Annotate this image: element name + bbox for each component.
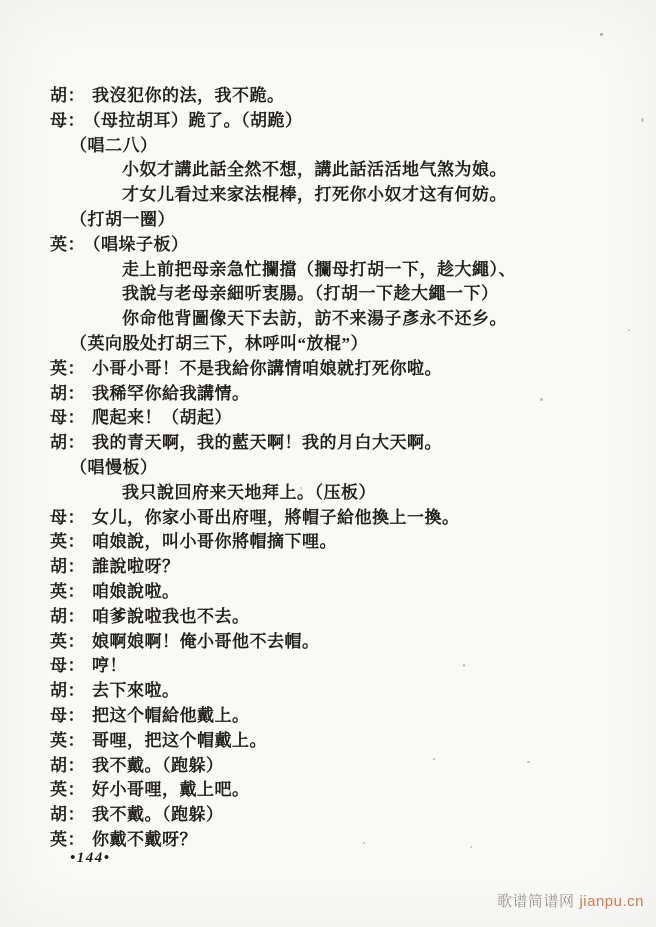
line-text: （英向股处打胡三下，林呼叫“放棍”） [70,333,368,353]
line-text: 我說与老母亲細听衷腸。（打胡一下趁大繩一下） [122,284,499,304]
scan-speck [470,846,472,848]
speaker-label: 英： [50,730,85,750]
line-text: 娘啊娘啊！俺小哥他不去帽。 [92,631,320,651]
line-text: 爬起来！（胡起） [92,408,232,428]
line-text: 我不戴。（跑躲） [92,805,224,825]
line-text: 誰說啦呀？ [92,557,180,577]
line-text: 咱爹說啦我也不去。 [92,606,250,626]
scan-speck [641,118,644,122]
speaker-label: 胡： [50,755,85,775]
speaker-label: 英： [50,780,85,800]
script-line [0,754,656,779]
script-line [0,332,656,357]
script-line [0,778,656,803]
script-lines [0,84,656,853]
line-text: （打胡一圈） [70,209,175,229]
speaker-label: 母： [50,408,85,428]
script-line [0,580,656,605]
script-line [0,233,656,258]
line-text: 我不戴。（跑躲） [92,755,224,775]
speaker-label: 母： [50,110,85,130]
speaker-label: 母： [50,507,85,527]
script-line [0,828,656,853]
line-text: 我沒犯你的法，我不跪。 [92,86,285,105]
line-text: （唱垛子板） [92,234,189,254]
scan-speck [363,842,365,844]
script-line [0,456,656,481]
script-line [0,481,656,506]
page-number: •144• [70,850,111,866]
script-line [0,729,656,754]
watermark [497,890,644,911]
line-text: 我的青天啊，我的藍天啊！我的月白大天啊。 [92,433,442,453]
line-text: 咱娘說，叫小哥你將帽摘下哩。 [92,532,337,552]
line-text: 哼！ [92,656,127,676]
scan-speck [300,487,302,489]
line-text: 哥哩，把这个帽戴上。 [92,730,267,750]
script-line [0,704,656,729]
speaker-label: 英： [50,581,85,601]
scan-speck [628,329,630,331]
script-line [0,679,656,704]
line-text: 走上前把母亲急忙攔擋（攔母打胡一下，趁大繩）、 [122,259,516,279]
script-line [0,109,656,134]
script-line [0,84,656,109]
speaker-label: 英： [50,829,85,849]
scan-speck [463,664,465,667]
speaker-label: 胡： [50,86,85,105]
script-line [0,134,656,159]
script-line [0,357,656,382]
line-text: 你命他背圖像天下去訪，訪不来湯子彥永不还乡。 [122,309,507,329]
watermark-site-name: 歌谱简谱网 [496,893,575,910]
line-text: （唱慢板） [70,457,158,477]
scan-speck [600,33,603,36]
speaker-label: 胡： [50,606,85,626]
speaker-label: 胡： [50,681,85,701]
script-line [0,530,656,555]
script-line [0,654,656,679]
line-text: 把这个帽給他戴上。 [92,705,250,725]
line-text: 才女儿看过来家法棍棒，打死你小奴才这有何妨。 [122,185,507,205]
speaker-label: 胡： [50,433,85,453]
script-line [0,630,656,655]
speaker-label: 胡： [50,805,85,825]
script-line [0,431,656,456]
script-line [0,605,656,630]
speaker-label: 英： [50,234,85,254]
line-text: 你戴不戴呀？ [92,829,197,849]
line-text: 我稀罕你給我講情。 [92,383,250,403]
speaker-label: 英： [50,358,85,378]
speaker-label: 母： [50,705,85,725]
script-line [0,555,656,580]
line-text: 去下來啦。 [92,681,180,701]
line-text: 咱娘說啦。 [92,581,180,601]
speaker-label: 英： [50,631,85,651]
line-text: （唱二八） [70,135,158,155]
script-line [0,258,656,283]
scan-speck [433,758,435,760]
line-text: 小哥小哥！不是我給你講情咱娘就打死你啦。 [92,358,442,378]
script-line [0,803,656,828]
line-text: （母拉胡耳）跪了。（胡跪） [92,110,303,130]
script-line [0,282,656,307]
script-line [0,307,656,332]
speaker-label: 英： [50,532,85,552]
line-text: 小奴才講此話全然不想，講此話活活地气煞为娘。 [122,160,507,180]
line-text: 好小哥哩，戴上吧。 [92,780,250,800]
script-line [0,406,656,431]
script-line [0,208,656,233]
script-line [0,183,656,208]
script-line [0,506,656,531]
line-text: 我只說回府来天地拜上。（压板） [122,482,376,502]
line-text: 女儿，你家小哥出府哩，將帽子給他換上一換。 [92,507,460,527]
speaker-label: 母： [50,656,85,676]
script-line [0,158,656,183]
speaker-label: 胡： [50,383,85,403]
scan-speck [540,398,543,401]
speaker-label: 胡： [50,557,85,577]
script-line [0,382,656,407]
watermark-site-url: jianpu.cn [579,893,644,910]
scan-speck [527,761,530,763]
